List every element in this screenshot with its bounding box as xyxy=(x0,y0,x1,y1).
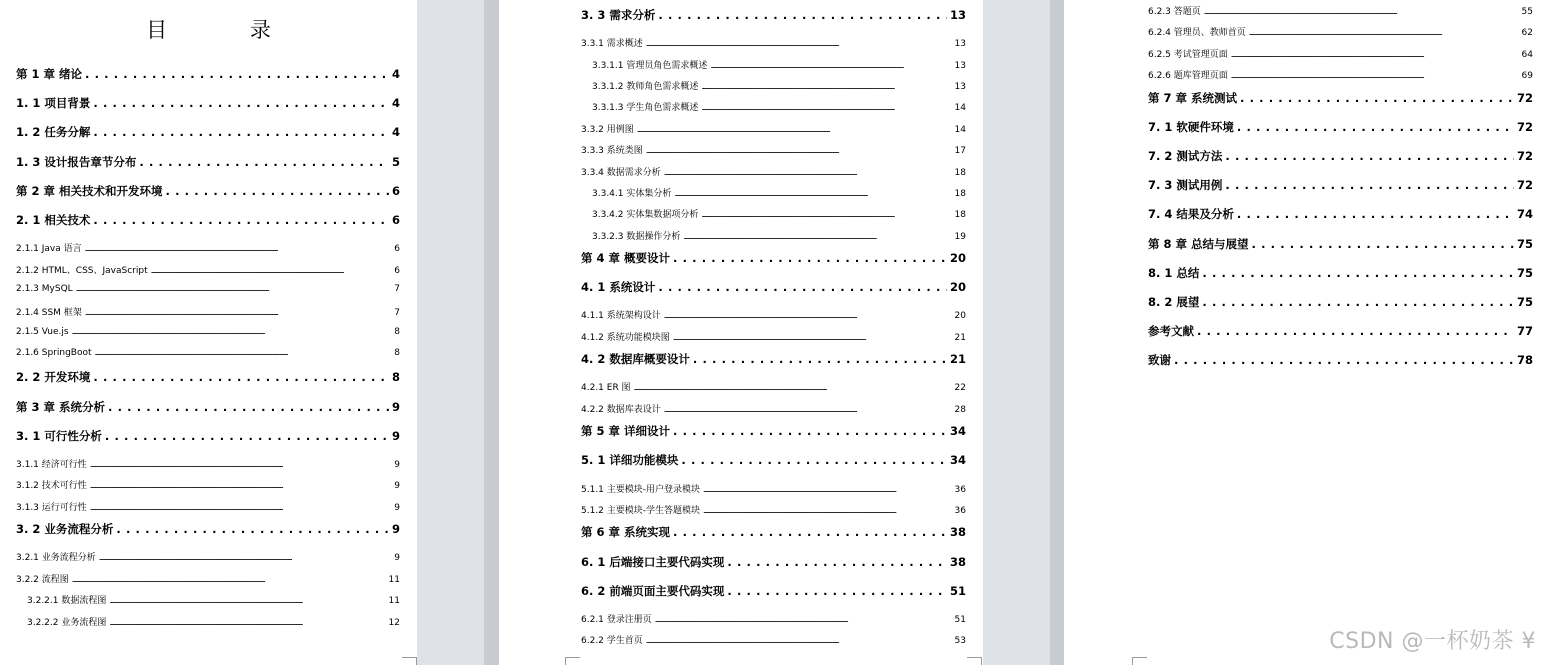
toc-entry[interactable] xyxy=(16,95,400,124)
toc-leader-dots xyxy=(116,522,389,536)
toc-leader-dots xyxy=(93,370,389,384)
toc-entry-page-number: 20 xyxy=(949,251,966,266)
toc-entry[interactable] xyxy=(581,330,966,351)
toc-entry[interactable] xyxy=(16,593,400,614)
toc-leader-dots xyxy=(1249,29,1519,37)
toc-entry-label: 7. 2 测试方法 xyxy=(1148,148,1223,163)
toc-entry-page-number: 72 xyxy=(1516,148,1533,163)
toc-leader-dots xyxy=(646,637,952,645)
toc-entry-label: 5.1.1 主要模块-用户登录模块 xyxy=(581,484,701,495)
toc-entry[interactable] xyxy=(581,583,966,612)
toc-entry-page-number: 20 xyxy=(954,311,966,322)
toc-entry[interactable] xyxy=(581,351,966,380)
toc-leader-dots xyxy=(1204,8,1519,16)
toc-entry-page-number: 11 xyxy=(388,596,400,607)
toc-leader-dots xyxy=(108,400,389,414)
toc-entry-page-number: 55 xyxy=(1521,7,1533,17)
toc-list-page-1 xyxy=(16,66,400,636)
toc-page-2 xyxy=(499,0,983,665)
toc-leader-dots xyxy=(658,8,947,22)
toc-entry[interactable] xyxy=(1148,68,1533,89)
toc-leader-dots xyxy=(634,384,952,392)
toc-entry-label: 6.2.4 管理员、教师首页 xyxy=(1148,28,1246,39)
toc-entry-page-number: 18 xyxy=(954,188,966,199)
toc-entry-label: 3.1.2 技术可行性 xyxy=(16,481,87,492)
toc-entry[interactable] xyxy=(1148,265,1533,294)
toc-entry[interactable] xyxy=(1148,47,1533,68)
toc-leader-dots xyxy=(1202,266,1514,280)
toc-entry-label: 4.2.2 数据库表设计 xyxy=(581,404,661,415)
toc-entry-label: 致谢 xyxy=(1148,353,1171,368)
toc-entry-label: 2. 2 开发环境 xyxy=(16,370,91,385)
toc-entry[interactable] xyxy=(581,58,966,79)
toc-entry-label: 8. 1 总结 xyxy=(1148,265,1200,280)
toc-entry[interactable] xyxy=(16,66,400,95)
toc-leader-dots xyxy=(673,334,952,342)
toc-entry-page-number: 74 xyxy=(1516,207,1533,222)
toc-page-1 xyxy=(0,0,417,665)
toc-entry-page-number: 14 xyxy=(954,103,966,114)
toc-entry-label: 第 5 章 详细设计 xyxy=(581,424,671,439)
toc-entry[interactable] xyxy=(1148,294,1533,323)
toc-entry-page-number: 13 xyxy=(954,81,966,92)
toc-entry-label: 3.2.1 业务流程分析 xyxy=(16,553,96,564)
toc-entry-page-number: 5 xyxy=(391,154,400,169)
toc-entry-page-number: 36 xyxy=(954,484,966,495)
toc-entry-page-number: 51 xyxy=(954,614,966,625)
toc-entry-page-number: 22 xyxy=(954,383,966,394)
toc-entry-label: 参考文献 xyxy=(1148,324,1194,339)
toc-leader-dots xyxy=(85,245,392,253)
toc-leader-dots xyxy=(1231,51,1519,59)
toc-leader-dots xyxy=(703,507,952,515)
toc-entry[interactable] xyxy=(16,369,400,398)
toc-entry-page-number: 9 xyxy=(394,502,400,513)
toc-entry-page-number: 6 xyxy=(394,244,400,255)
toc-leader-dots xyxy=(727,584,947,598)
toc-leader-dots xyxy=(166,184,389,198)
toc-entry-label: 3.3.4.2 实体集数据项分析 xyxy=(592,210,699,221)
toc-entry[interactable] xyxy=(581,308,966,329)
toc-leader-dots xyxy=(1231,72,1519,80)
toc-entry[interactable] xyxy=(581,633,966,654)
toc-entry-page-number: 34 xyxy=(949,453,966,468)
toc-leader-dots xyxy=(1252,237,1514,251)
toc-entry-page-number: 19 xyxy=(954,231,966,242)
toc-entry[interactable] xyxy=(16,572,400,593)
toc-entry-page-number: 6 xyxy=(391,183,400,198)
page-gap xyxy=(1050,0,1064,665)
toc-entry-label: 8. 2 展望 xyxy=(1148,294,1200,309)
toc-entry-label: 第 7 章 系统测试 xyxy=(1148,90,1238,105)
toc-entry[interactable] xyxy=(581,250,966,279)
toc-entry[interactable] xyxy=(16,550,400,571)
toc-entry-page-number: 38 xyxy=(949,525,966,540)
toc-entry-page-number: 6 xyxy=(391,212,400,227)
toc-leader-dots xyxy=(72,328,392,336)
toc-entry-label: 第 3 章 系统分析 xyxy=(16,399,106,414)
toc-entry-label: 2.1.4 SSM 框架 xyxy=(16,308,82,319)
toc-entry-label: 2.1.3 MySQL xyxy=(16,283,73,294)
page-gap xyxy=(484,0,499,665)
toc-entry[interactable] xyxy=(1148,323,1533,352)
toc-entry-label: 6.2.3 答题页 xyxy=(1148,7,1201,17)
toc-entry-page-number: 69 xyxy=(1521,71,1533,82)
toc-entry[interactable] xyxy=(581,165,966,186)
toc-entry-page-number: 75 xyxy=(1516,294,1533,309)
toc-leader-dots xyxy=(109,619,385,627)
toc-entry-label: 6.2.5 考试管理页面 xyxy=(1148,49,1228,60)
toc-entry[interactable] xyxy=(16,154,400,183)
toc-entry-label: 2. 1 相关技术 xyxy=(16,212,91,227)
toc-leader-dots xyxy=(658,280,947,294)
toc-leader-dots xyxy=(673,251,947,265)
toc-leader-dots xyxy=(90,482,392,490)
toc-entry-page-number: 72 xyxy=(1516,178,1533,193)
toc-leader-dots xyxy=(683,233,951,241)
toc-entry[interactable] xyxy=(16,521,400,550)
toc-leader-dots xyxy=(139,155,389,169)
toc-entry-label: 第 6 章 系统实现 xyxy=(581,525,671,540)
toc-leader-dots xyxy=(76,285,392,293)
toc-entry-page-number: 53 xyxy=(954,636,966,647)
toc-entry-label: 2.1.5 Vue.js xyxy=(16,326,69,337)
toc-entry-label: 1. 3 设计报告章节分布 xyxy=(16,154,137,169)
toc-leader-dots xyxy=(637,126,952,134)
toc-entry[interactable] xyxy=(16,399,400,428)
toc-entry[interactable] xyxy=(16,241,400,262)
toc-entry[interactable] xyxy=(16,327,400,348)
toc-entry-page-number: 62 xyxy=(1521,28,1533,39)
toc-entry-page-number: 13 xyxy=(954,39,966,50)
toc-leader-dots xyxy=(90,461,392,469)
toc-entry[interactable] xyxy=(16,500,400,521)
toc-entry[interactable] xyxy=(581,524,966,553)
toc-entry-label: 第 4 章 概要设计 xyxy=(581,251,671,266)
toc-entry-label: 5. 1 详细功能模块 xyxy=(581,453,679,468)
toc-entry[interactable] xyxy=(16,305,400,326)
toc-entry-label: 3.3.1 需求概述 xyxy=(581,39,643,50)
toc-entry-page-number: 13 xyxy=(954,60,966,71)
toc-entry-page-number: 14 xyxy=(954,124,966,135)
toc-entry-label: 2.1.6 SpringBoot xyxy=(16,348,92,359)
toc-entry-page-number: 75 xyxy=(1516,236,1533,251)
toc-entry-page-number: 9 xyxy=(391,399,400,414)
toc-entry-label: 3.3.1.2 教师角色需求概述 xyxy=(592,81,699,92)
toc-entry[interactable] xyxy=(581,36,966,57)
toc-entry-label: 3.2.2.1 数据流程图 xyxy=(27,596,107,607)
toc-list-page-2 xyxy=(581,7,966,655)
toc-entry-label: 4.1.2 系统功能模块图 xyxy=(581,332,670,343)
toc-entry[interactable] xyxy=(1148,352,1533,381)
toc-entry-label: 第 2 章 相关技术和开发环境 xyxy=(16,183,163,198)
toc-entry[interactable] xyxy=(16,615,400,636)
toc-entry-page-number: 13 xyxy=(949,8,966,22)
toc-entry-label: 3. 1 可行性分析 xyxy=(16,428,102,443)
toc-leader-dots xyxy=(93,125,389,139)
toc-leader-dots xyxy=(655,616,952,624)
page-corner-mark xyxy=(1132,657,1147,665)
page-corner-mark xyxy=(402,657,417,665)
toc-entry-page-number: 9 xyxy=(394,553,400,564)
toc-leader-dots xyxy=(93,213,389,227)
toc-entry-page-number: 4 xyxy=(391,96,400,111)
toc-entry[interactable] xyxy=(16,263,400,284)
toc-leader-dots xyxy=(646,40,952,48)
toc-entry-page-number: 9 xyxy=(394,460,400,471)
toc-entry[interactable] xyxy=(1148,177,1533,206)
toc-entry-label: 2.1.2 HTML、CSS、JavaScript xyxy=(16,265,148,276)
toc-leader-dots xyxy=(85,309,391,317)
page-corner-mark xyxy=(565,657,580,665)
toc-entry-page-number: 17 xyxy=(954,146,966,157)
toc-leader-dots xyxy=(674,190,951,198)
toc-entry[interactable] xyxy=(581,122,966,143)
toc-entry[interactable] xyxy=(581,186,966,207)
toc-leader-dots xyxy=(99,554,392,562)
toc-entry[interactable] xyxy=(581,452,966,481)
toc-entry-page-number: 38 xyxy=(949,554,966,569)
toc-entry-label: 6. 1 后端接口主要代码实现 xyxy=(581,554,725,569)
toc-entry-page-number: 78 xyxy=(1516,353,1533,368)
toc-entry-page-number: 11 xyxy=(388,574,400,585)
toc-entry[interactable] xyxy=(581,79,966,100)
toc-leader-dots xyxy=(1225,149,1514,163)
toc-leader-dots xyxy=(85,67,389,81)
toc-entry-page-number: 9 xyxy=(394,481,400,492)
toc-entry-page-number: 28 xyxy=(954,404,966,415)
toc-entry[interactable] xyxy=(16,457,400,478)
toc-entry[interactable] xyxy=(581,279,966,308)
toc-leader-dots xyxy=(701,211,951,219)
toc-entry[interactable] xyxy=(581,380,966,401)
toc-entry[interactable] xyxy=(581,503,966,524)
toc-entry-label: 3.2.2.2 业务流程图 xyxy=(27,617,107,628)
toc-entry-label: 4. 1 系统设计 xyxy=(581,280,656,295)
toc-entry[interactable] xyxy=(1148,236,1533,265)
toc-entry-label: 6.2.1 登录注册页 xyxy=(581,614,652,625)
toc-entry-label: 7. 4 结果及分析 xyxy=(1148,207,1234,222)
toc-leader-dots xyxy=(703,486,952,494)
toc-entry[interactable] xyxy=(1148,4,1533,25)
toc-entry-label: 3. 2 业务流程分析 xyxy=(16,522,114,537)
toc-leader-dots xyxy=(90,504,392,512)
toc-entry-page-number: 77 xyxy=(1516,324,1533,339)
toc-leader-dots xyxy=(710,62,951,70)
toc-entry[interactable] xyxy=(16,348,400,369)
toc-entry-label: 1. 2 任务分解 xyxy=(16,125,91,140)
toc-entry-page-number: 64 xyxy=(1521,49,1533,60)
toc-leader-dots xyxy=(1237,120,1514,134)
toc-entry-page-number: 8 xyxy=(394,348,400,359)
toc-leader-dots xyxy=(646,147,952,155)
toc-entry-page-number: 9 xyxy=(391,428,400,443)
toc-leader-dots xyxy=(673,424,947,438)
toc-entry[interactable] xyxy=(581,7,966,36)
toc-entry-label: 6.2.6 题库管理页面 xyxy=(1148,71,1228,82)
toc-leader-dots xyxy=(109,597,385,605)
toc-entry[interactable] xyxy=(581,100,966,121)
toc-entry-page-number: 21 xyxy=(949,352,966,367)
toc-entry[interactable] xyxy=(16,183,400,212)
toc-entry-page-number: 9 xyxy=(391,522,400,537)
toc-leader-dots xyxy=(681,453,947,467)
toc-entry[interactable] xyxy=(1148,206,1533,235)
toc-entry-label: 3.3.3 系统类图 xyxy=(581,146,643,157)
toc-entry-page-number: 4 xyxy=(391,125,400,140)
toc-entry-label: 4. 2 数据库概要设计 xyxy=(581,352,690,367)
toc-entry-page-number: 75 xyxy=(1516,265,1533,280)
toc-leader-dots xyxy=(1202,295,1514,309)
toc-entry-label: 第 1 章 绪论 xyxy=(16,67,83,81)
toc-entry-label: 3.2.2 流程图 xyxy=(16,574,69,585)
toc-entry-label: 3.1.3 运行可行性 xyxy=(16,502,87,513)
toc-entry-page-number: 4 xyxy=(391,67,400,81)
toc-entry-page-number: 7 xyxy=(394,283,400,294)
toc-entry[interactable] xyxy=(581,229,966,250)
page-corner-mark xyxy=(967,657,982,665)
toc-leader-dots xyxy=(1225,178,1514,192)
toc-entry-label: 4.1.1 系统架构设计 xyxy=(581,311,661,322)
toc-leader-dots xyxy=(664,312,952,320)
toc-leader-dots xyxy=(1240,91,1514,105)
toc-entry[interactable] xyxy=(1148,90,1533,119)
toc-entry-page-number: 21 xyxy=(954,332,966,343)
toc-leader-dots xyxy=(95,349,392,357)
toc-leader-dots xyxy=(727,555,947,569)
toc-entry-label: 7. 3 测试用例 xyxy=(1148,178,1223,193)
toc-leader-dots xyxy=(93,96,389,110)
toc-leader-dots xyxy=(105,429,389,443)
toc-entry-page-number: 51 xyxy=(949,583,966,598)
toc-entry-page-number: 34 xyxy=(949,424,966,439)
toc-entry[interactable] xyxy=(581,612,966,633)
toc-entry[interactable] xyxy=(1148,119,1533,148)
toc-list-page-3 xyxy=(1148,4,1533,381)
toc-entry-label: 第 8 章 总结与展望 xyxy=(1148,236,1249,251)
toc-entry-label: 6.2.2 学生首页 xyxy=(581,636,643,647)
toc-entry-page-number: 18 xyxy=(954,210,966,221)
toc-leader-dots xyxy=(693,352,947,366)
toc-entry[interactable] xyxy=(16,212,400,241)
toc-entry-label: 4.2.1 ER 图 xyxy=(581,383,631,394)
toc-leader-dots xyxy=(664,406,952,414)
toc-entry-page-number: 72 xyxy=(1516,90,1533,105)
toc-entry-label: 3.3.1.3 学生角色需求概述 xyxy=(592,103,699,114)
toc-entry[interactable] xyxy=(16,124,400,153)
toc-entry-page-number: 18 xyxy=(954,167,966,178)
toc-entry-page-number: 36 xyxy=(954,505,966,516)
toc-entry[interactable] xyxy=(16,478,400,499)
toc-entry-page-number: 6 xyxy=(394,265,400,276)
toc-leader-dots xyxy=(151,267,392,275)
toc-leader-dots xyxy=(72,576,386,584)
toc-entry-label: 3.3.4 数据需求分析 xyxy=(581,167,661,178)
toc-leader-dots xyxy=(1237,207,1514,221)
toc-entry[interactable] xyxy=(581,423,966,452)
toc-entry[interactable] xyxy=(581,207,966,228)
toc-entry-label: 3.3.4.1 实体集分析 xyxy=(592,188,672,199)
toc-entry-label: 6. 2 前端页面主要代码实现 xyxy=(581,583,725,598)
toc-title: 目 录 xyxy=(146,18,309,42)
toc-entry-label: 5.1.2 主要模块-学生答题模块 xyxy=(581,505,701,516)
toc-entry-label: 3.3.2 用例图 xyxy=(581,124,634,135)
toc-entry-label: 3.1.1 经济可行性 xyxy=(16,460,87,471)
toc-leader-dots xyxy=(701,104,951,112)
toc-entry-page-number: 12 xyxy=(388,617,400,628)
toc-entry[interactable] xyxy=(16,428,400,457)
toc-entry[interactable] xyxy=(1148,148,1533,177)
toc-entry-page-number: 20 xyxy=(949,280,966,295)
toc-entry[interactable] xyxy=(581,554,966,583)
toc-leader-dots xyxy=(701,83,951,91)
toc-leader-dots xyxy=(1174,353,1514,367)
toc-entry[interactable] xyxy=(16,284,400,305)
toc-entry-label: 1. 1 项目背景 xyxy=(16,96,91,111)
toc-entry-page-number: 7 xyxy=(394,308,400,319)
toc-entry-label: 3.3.2.3 数据操作分析 xyxy=(592,231,681,242)
toc-entry-page-number: 72 xyxy=(1516,119,1533,134)
toc-entry-label: 7. 1 软硬件环境 xyxy=(1148,119,1234,134)
csdn-watermark: CSDN @一杯奶茶 ¥ xyxy=(1329,629,1536,654)
toc-entry[interactable] xyxy=(1148,25,1533,46)
toc-entry-label: 3. 3 需求分析 xyxy=(581,8,656,22)
toc-entry-label: 3.3.1.1 管理员角色需求概述 xyxy=(592,60,708,71)
toc-page-3 xyxy=(1064,0,1544,665)
toc-leader-dots xyxy=(664,169,952,177)
toc-entry-page-number: 8 xyxy=(391,370,400,385)
toc-entry[interactable] xyxy=(581,482,966,503)
toc-entry-page-number: 8 xyxy=(394,326,400,337)
toc-entry-label: 2.1.1 Java 语言 xyxy=(16,244,82,255)
toc-leader-dots xyxy=(1197,324,1514,338)
toc-entry[interactable] xyxy=(581,143,966,164)
toc-leader-dots xyxy=(673,525,947,539)
toc-entry[interactable] xyxy=(581,402,966,423)
